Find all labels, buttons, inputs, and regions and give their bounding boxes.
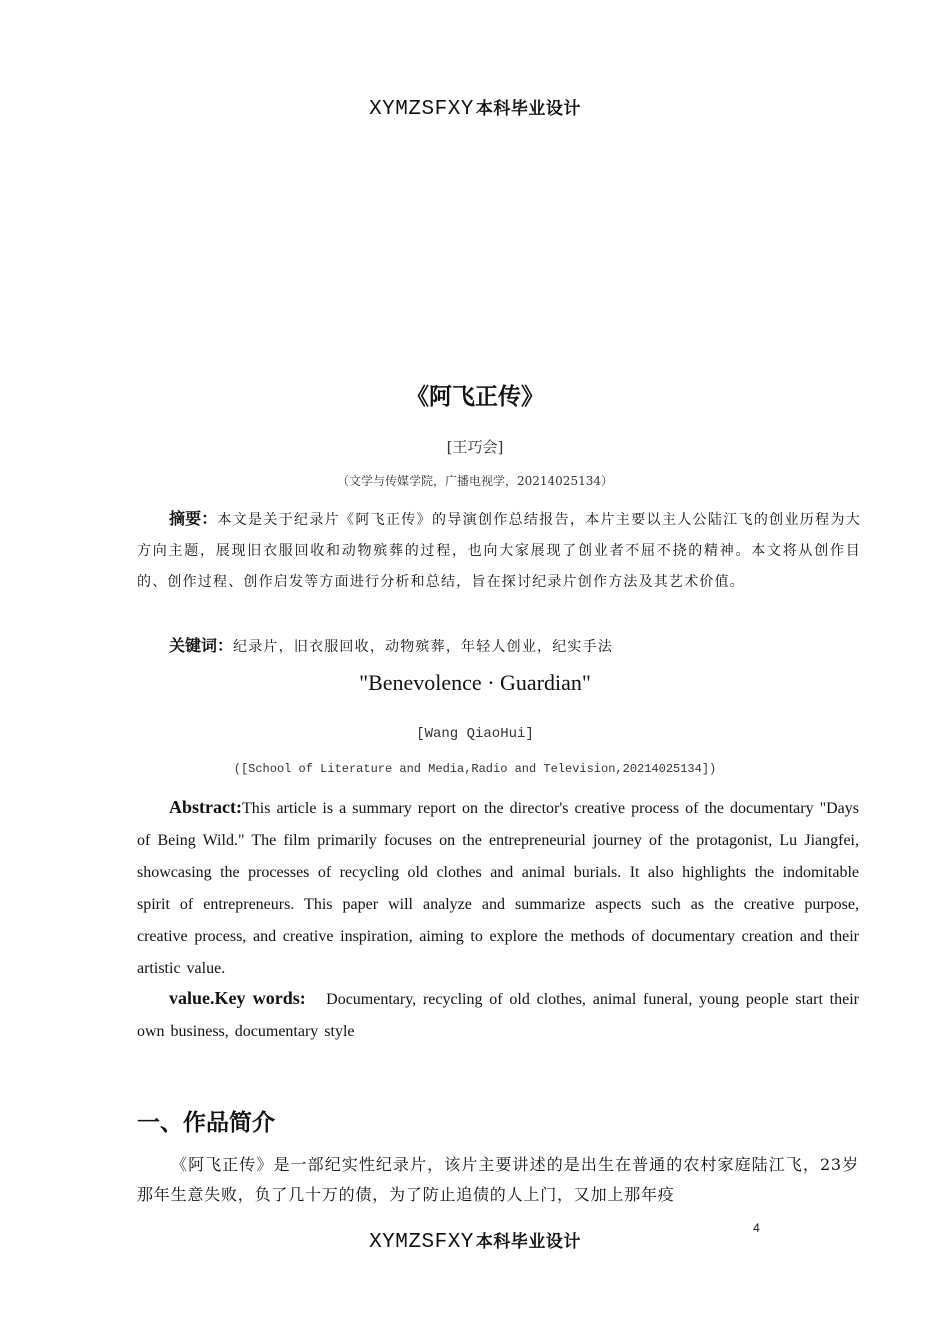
keywords-en-label: value.Key words:	[169, 988, 306, 1008]
abstract-en-label: Abstract:	[169, 797, 242, 817]
english-author: [Wang QiaoHui]	[416, 726, 534, 742]
keywords-en	[137, 982, 859, 1048]
abstract-cn-label: 摘要：	[169, 509, 218, 528]
english-affiliation: ([School of Literature and Media,Radio and Television,20214025134])	[233, 762, 717, 776]
keywords-en-text: Documentary, recycling of old clothes, animal funeral, young people start their own business, documentary style	[137, 991, 860, 1040]
abstract-en	[137, 791, 859, 985]
page-number: 4	[753, 1221, 761, 1235]
abstract-cn	[137, 503, 861, 598]
section-intro-text: 《阿飞正传》是一部纪实性纪录片，该片主要讲述的是出生在普通的农村家庭陆江飞，23岁那年生意失败，负了几十万的债，为了防止追债的人上门，又加上那年疫	[137, 1155, 859, 1204]
author-name: [王巧会]	[446, 438, 504, 456]
abstract-cn-text: 本文是关于纪录片《阿飞正传》的导演创作总结报告，本片主要以主人公陆江飞的创业历程为大方向主题，展现旧衣服回收和动物殡葬的过程，也向大家展现了创业者不屈不挠的精神。本文将从创作目的、创作过程、创作启发等方面进行分析和总结，旨在探讨纪录片创作方法及其艺术价值。	[137, 512, 861, 590]
author-affiliation: （文学与传媒学院，广播电视学，20214025134）	[337, 474, 613, 488]
header-label: 本科毕业设计	[475, 99, 581, 119]
header-code: XYMZSFXY	[369, 98, 474, 121]
page-header	[0, 94, 950, 121]
paper-title: 《阿飞正传》	[406, 384, 544, 410]
footer-code: XYMZSFXY	[369, 1231, 474, 1254]
section-heading: 一、作品简介	[137, 1110, 275, 1136]
keywords-cn-label: 关键词：	[169, 636, 234, 655]
abstract-en-text: This article is a summary report on the director's creative process of the documentary "Days of Being Wild." The film primarily focuses on the entrepreneurial journey of the protagonist, Lu Jiangfei, showcasing the processes of recycling old clothes and animal burials. It also highlights the indomitable spirit of entrepreneurs. This paper will analyze and summarize aspects such as the creative purpose, creative process, and creative inspiration, aiming to explore the methods of documentary creation and their artistic value.	[137, 800, 859, 977]
page-footer	[0, 1221, 950, 1254]
keywords-cn-text: 纪录片，旧衣服回收，动物殡葬，年轻人创业，纪实手法	[233, 639, 614, 655]
footer-label: 本科毕业设计	[475, 1232, 581, 1252]
keywords-cn	[137, 630, 861, 663]
english-title: "Benevolence · Guardian"	[359, 670, 591, 695]
